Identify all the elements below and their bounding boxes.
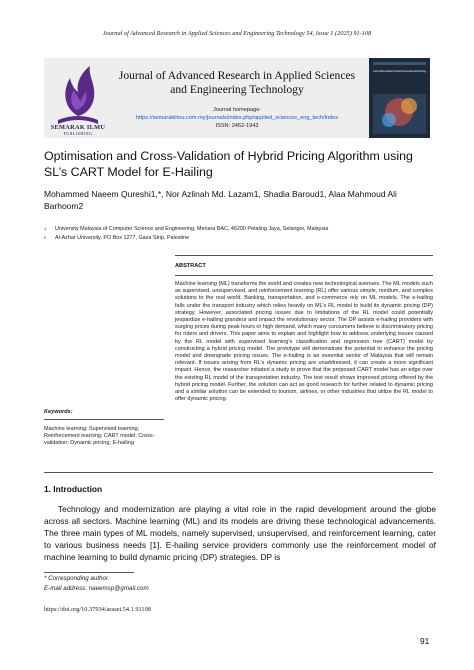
affiliation-1 — [44, 226, 436, 233]
journal-title: Journal of Advanced Research in Applied Sciences and Engineering Technology — [118, 69, 356, 96]
keywords-heading: Keywords: — [44, 409, 73, 415]
publisher-sub: PUBLISHING — [63, 131, 93, 136]
affiliation-text: University Malaysia of Computer Science and Engineering, Menara BAC, 46200 Petaling Jaya, Selangor, Malaysia — [55, 226, 329, 232]
publisher-name: SEMARAK ILMU — [50, 124, 106, 131]
journal-homepage-link[interactable]: https://semarakilmu.com.my/journals/index.php/applied_sciences_eng_tech/index — [135, 115, 339, 121]
keywords-rule — [44, 419, 164, 420]
journal-issn: ISSN: 2462-1943 — [215, 123, 259, 129]
doi-link[interactable]: https://doi.org/10.37934/araset.54.1.91108 — [44, 606, 151, 613]
abstract-top-rule — [175, 255, 433, 256]
keywords-body: Machine learning; Supervised learning; Reinforcement learning; CART model; Cross-validation; Dynamic pricing; E-hailing — [44, 426, 155, 447]
section-heading-introduction: 1. Introduction — [44, 484, 103, 494]
affiliation-number: 2 — [44, 235, 47, 240]
running-head: Journal of Advanced Research in Applied Sciences and Engineering Technology 54, Issue 1 (2025) 91-108 — [102, 30, 372, 37]
abstract-heading-rule — [175, 275, 433, 276]
page-number: 91 — [420, 636, 430, 646]
footnote-email: E-mail address: naeemsp@gmail.com — [44, 585, 149, 592]
journal-homepage-label: Journal homepage: — [213, 107, 261, 113]
affiliation-2 — [44, 235, 436, 242]
journal-cover-image — [369, 58, 465, 138]
article-title: Optimisation and Cross-Validation of Hybrid Pricing Algorithm using SL’s CART Model for E-Hailing — [44, 149, 413, 179]
cover-title-text: Journal of Advanced Research in Applied Sciences and Engineering Technology — [373, 70, 465, 73]
affiliation-text: Al-Azhar University, PO Box 1277, Gaza Strip, Palestine — [55, 235, 190, 241]
article-authors: Mohammed Naeem Qureshi1,*, Nor Azlinah Md. Lazam1, Shadia Baroud1, Alaa Mahmoud Ali Barhoom2 — [44, 189, 397, 211]
introduction-body — [44, 503, 436, 563]
abstract-body: Machine learning (ML) transforms the world and creates new technological avenues. The ML models such as supervised, unsupervised, and reinforcement learning (RL) offer various simple, medium, and complex solutions to the real world. Banking, transportation, and e-commerce rely on ML models. The e-hailing falls under the transport industry which relies heavily on ML’s RL model to build its dynamic pricing (DP) strategy. However, associated pricing issues due to limitations of the RL model could potentially jeopardize e-hailing grandeur and impact the revolutionary sector. The DP assists e-hailing providers with surging prices during peak hours or high demand, which many consumers believe is discriminatory pricing for riders and drivers. This paper aims to explain and highlight how to address underlying issues caused by the RL model with supervised learning’s classification and regression tree (CART) model by constructing a hybrid pricing model. The prototype will demonstrate the potential to enhance the pricing model and downgrade pricing issues. The e-hailing is an essential sector of Malaysia that will remain relevant. If issues arising from RL’s dynamic pricing are unaddressed, it can create a more significant impact. Hence, the researcher initiated a study to prove that the proposed CART model has an edge over the existing RL model of the transportation industry. The test result shows improved pricing offered by the hybrid pricing model. Further, the solution can act as good research for further related to dynamic pricing and a similar solution can be extended to tourism, airlines, or other industries that utilize the RL model to offer dynamic pricing. — [175, 281, 433, 403]
abstract-heading: ABSTRACT — [175, 263, 206, 269]
affiliation-number: 1 — [44, 226, 47, 231]
footnote-rule — [44, 572, 134, 573]
introduction-paragraph: Technology and modernization are playing a vital role in the rapid development around the globe across all sectors. Machine learning (ML) and its models are driving these technological advancements. The three main types of ML models, namely supervised, unsupervised, and reinforcement learning, cater to various business needs [1]. E-hailing service providers commonly use the reinforcement model of machine learning to build dynamic pricing (DP) strategies. DP is — [44, 504, 436, 562]
logo-flame-icon — [65, 66, 94, 116]
abstract-bottom-rule — [44, 472, 433, 473]
logo-book-icon — [58, 116, 98, 124]
footnote-corresponding-author: * Corresponding author. — [44, 575, 110, 582]
